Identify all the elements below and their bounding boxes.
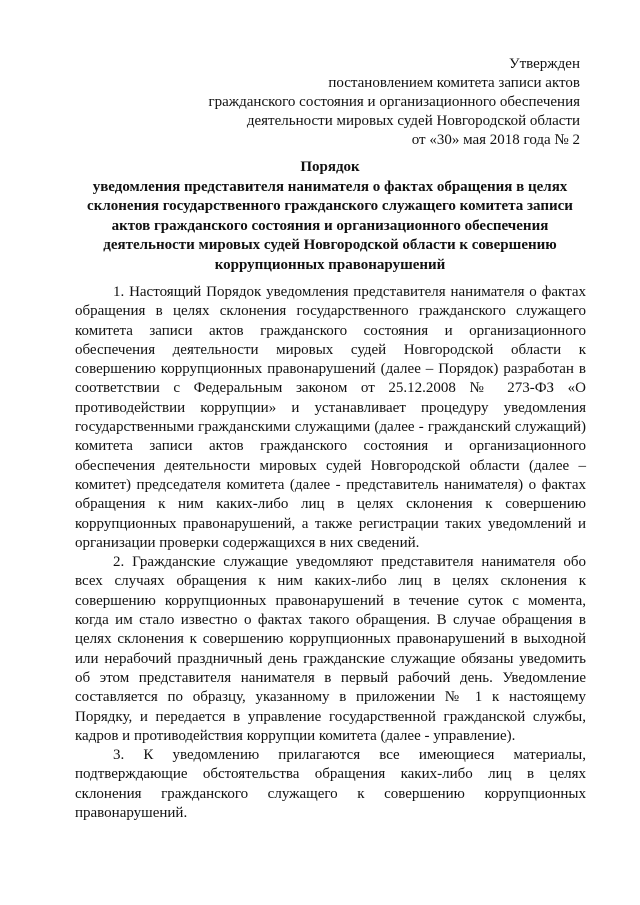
approval-line: деятельности мировых судей Новгородской области	[246, 113, 580, 129]
title-line: Порядок	[300, 159, 360, 175]
title-line: деятельности мировых судей Новгородской области к совершению	[103, 237, 557, 254]
title-line: коррупционных правонарушений	[214, 256, 446, 273]
approval-line: гражданского состояния и организационного обеспечения	[208, 94, 580, 110]
approval-line: постановлением комитета записи актов	[328, 75, 580, 91]
paragraph-3: 3. К уведомлению прилагаются все имеющиеся материалы, подтверждающие обстоятельства обращения каких-либо лиц в целях склонения гражданского служащего к совершению коррупционных правонарушений.	[75, 747, 586, 822]
document-title	[74, 158, 586, 276]
title-line: склонения государственного гражданского служащего комитета записи	[87, 198, 573, 215]
document-body	[75, 283, 586, 823]
approval-date-line: от «30» мая 2018 года № 2	[411, 132, 580, 148]
title-line: уведомления представителя нанимателя о фактах обращения в целях	[92, 178, 568, 195]
approval-stamp	[150, 55, 580, 150]
paragraph-2: 2. Гражданские служащие уведомляют представителя нанимателя обо всех случаях обращения к ним каких-либо лиц в целях склонения к совершению коррупционных правонарушений в течение суток с момента, когда им стало известно о фактах такого обращения. В случае обращения в целях склонения к совершению коррупционных правонарушений в выходной или нерабочий праздничный день гражданские служащие обязаны уведомить об этом представителя нанимателя в первый рабочий день. Уведомление составляется по образцу, указанному в приложении № 1 к настоящему Порядку, и передается в управление государственной гражданской службы, кадров и противодействия коррупции комитета (далее - управление).	[75, 554, 586, 744]
paragraph-1: 1. Настоящий Порядок уведомления представителя нанимателя о фактах обращения в целях склонения государственного гражданского служащего комитета записи актов гражданского состояния и организационного обеспечения деятельности мировых судей Новгородской области к совершению коррупционных правонарушений (далее – Порядок) разработан в соответствии с Федеральным законом от 25.12.2008 № 273-ФЗ «О противодействии коррупции» и устанавливает процедуру уведомления государственными гражданскими служащими (далее - гражданский служащий) комитета записи актов гражданского состояния и организационного обеспечения деятельности мировых судей Новгородской области (далее – комитет) председателя комитета (далее - представитель нанимателя) о фактах обращения к ним каких-либо лиц в целях склонения к совершению коррупционных правонарушений, а также регистрации таких уведомлений и организации проверки содержащихся в них сведений.	[75, 284, 586, 551]
approval-line: Утвержден	[508, 56, 580, 72]
title-line: актов гражданского состояния и организационного обеспечения	[111, 217, 549, 234]
